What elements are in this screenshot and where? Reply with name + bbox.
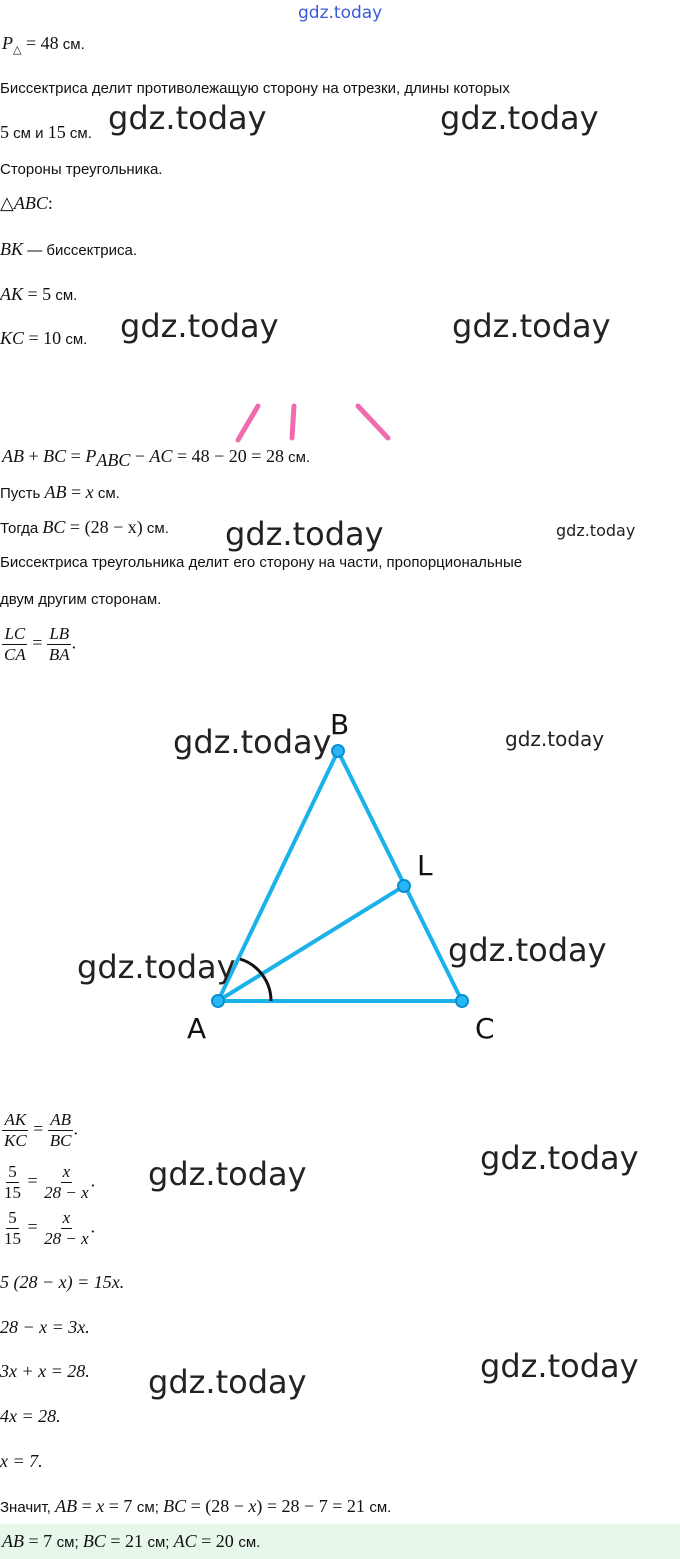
bisector-statement: Биссектриса делит противолежащую сторону на отрезки, длины которых (0, 80, 510, 97)
bk-line: BK — биссектриса. (0, 239, 137, 259)
watermark: gdz.today (148, 1155, 307, 1193)
point-a (212, 995, 224, 1007)
conclusion-line: Значит, AB = x = 7 см; BC = (28 − x) = 28 − 7 = 21 см. (0, 1496, 392, 1516)
property-line-1: Биссектриса треугольника делит его сторону на части, пропорциональные (0, 554, 523, 571)
proportion-formula-3: $\frac{5}{15}$ = $\frac{x}{28 - x}$ . (4, 1162, 96, 1202)
let-line: Пусть AB = x см. (0, 482, 120, 502)
proportion-formula-2: $\frac{AK}{KC}$ = $\frac{AB}{BC}$ . (4, 1110, 79, 1150)
step-1: 5 (28 − x) = 15x. (0, 1272, 125, 1292)
watermark: gdz.today (480, 1139, 639, 1177)
step-4: 4x = 28. (0, 1406, 61, 1426)
property-line-2: двум другим сторонам. (0, 591, 162, 608)
point-b (332, 745, 344, 757)
watermark: gdz.today (225, 515, 384, 553)
sum-equation: AB + BC = $P_{ABC}$ − AC = 48 − 20 = 28 см. (2, 446, 311, 470)
triangle-diagram (0, 700, 680, 1050)
step-5: x = 7. (0, 1451, 43, 1471)
perimeter-line: $P_\triangle = 48$ см. (2, 33, 85, 56)
ak-line: AK = 5 см. (0, 284, 78, 304)
watermark: gdz.today (148, 1363, 307, 1401)
point-l (398, 880, 410, 892)
watermark: gdz.today (440, 99, 599, 137)
answer-line: AB = 7 см; BC = 21 см; AC = 20 см. (2, 1531, 261, 1551)
header-watermark: gdz.today (298, 3, 383, 23)
kc-line: KC = 10 см. (0, 328, 88, 348)
label-b: B (330, 708, 350, 741)
proportion-formula-4: $\frac{5}{15}$ = $\frac{x}{28 - x}$ . (4, 1208, 96, 1248)
segments-line: 5 см и 15 см. (0, 122, 92, 142)
label-l: L (417, 849, 433, 882)
watermark: gdz.today (108, 99, 267, 137)
watermark: gdz.today (448, 931, 607, 969)
watermark: gdz.today (556, 521, 636, 540)
sides-heading: Стороны треугольника. (0, 161, 163, 178)
watermark: gdz.today (480, 1347, 639, 1385)
proportion-formula-1: $\frac{LC}{CA}$ = $\frac{LB}{BA}$ . (4, 624, 77, 664)
label-a: A (187, 1012, 207, 1045)
step-2: 28 − x = 3x. (0, 1317, 90, 1337)
label-c: C (475, 1012, 495, 1045)
watermark: gdz.today (173, 723, 332, 761)
watermark: gdz.today (120, 307, 279, 345)
decorative-strokes (230, 400, 400, 445)
then-line: Тогда BC = (28 − x) см. (0, 517, 169, 537)
watermark: gdz.today (77, 948, 236, 986)
watermark: gdz.today (452, 307, 611, 345)
triangle-abc-line: △ABC: (0, 193, 53, 213)
watermark: gdz.today (505, 727, 605, 751)
point-c (456, 995, 468, 1007)
step-3: 3x + x = 28. (0, 1361, 90, 1381)
